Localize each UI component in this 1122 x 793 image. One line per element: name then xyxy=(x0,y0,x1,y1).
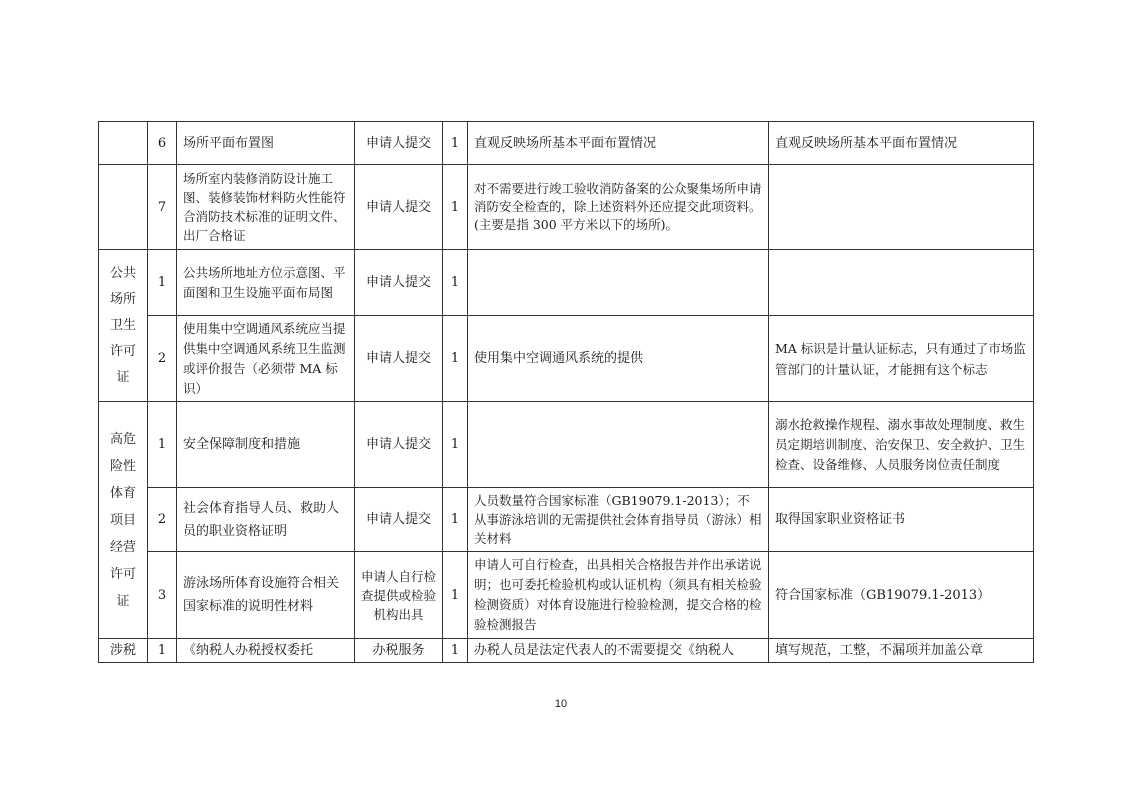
item-number: 2 xyxy=(148,316,177,402)
remark-cell: 人员数量符合国家标准（GB19079.1-2013）；不从事游泳培训的无需提供社会体育指导员（游泳）相关材料 xyxy=(468,488,769,552)
item-number: 1 xyxy=(148,402,177,488)
source-cell: 申请人提交 xyxy=(355,165,443,250)
remark-cell xyxy=(468,402,769,488)
item-number: 2 xyxy=(148,488,177,552)
standard-cell: 直观反映场所基本平面布置情况 xyxy=(769,122,1034,165)
item-number: 7 xyxy=(148,165,177,250)
item-number: 3 xyxy=(148,552,177,639)
standard-cell: 取得国家职业资格证书 xyxy=(769,488,1034,552)
table-row xyxy=(99,402,1034,488)
count-cell: 1 xyxy=(443,165,468,250)
count-cell: 1 xyxy=(443,552,468,639)
material-cell: 《纳税人办税授权委托 xyxy=(177,639,355,663)
table-row xyxy=(99,250,1034,316)
category-cell: 公共场所卫生许可证 xyxy=(99,250,148,402)
count-cell: 1 xyxy=(443,402,468,488)
remark-cell: 使用集中空调通风系统的提供 xyxy=(468,316,769,402)
requirements-table xyxy=(98,121,1034,663)
table-row xyxy=(99,165,1034,250)
source-cell: 申请人提交 xyxy=(355,250,443,316)
source-cell: 申请人提交 xyxy=(355,122,443,165)
category-cell xyxy=(99,165,148,250)
count-cell: 1 xyxy=(443,639,468,663)
category-cell: 涉税 xyxy=(99,639,148,663)
material-cell: 使用集中空调通风系统应当提供集中空调通风系统卫生监测或评价报告（必须带 MA 标识） xyxy=(177,316,355,402)
remark-cell xyxy=(468,250,769,316)
standard-cell: 填写规范，工整，不漏项并加盖公章 xyxy=(769,639,1034,663)
standard-cell: MA 标识是计量认证标志，只有通过了市场监管部门的计量认证，才能拥有这个标志 xyxy=(769,316,1034,402)
table-row xyxy=(99,488,1034,552)
remark-cell: 对不需要进行竣工验收消防备案的公众聚集场所申请消防安全检查的，除上述资料外还应提交此项资料。(主要是指 300 平方米以下的场所)。 xyxy=(468,165,769,250)
standard-cell: 符合国家标准（GB19079.1-2013） xyxy=(769,552,1034,639)
item-number: 1 xyxy=(148,639,177,663)
material-cell: 社会体育指导人员、救助人员的职业资格证明 xyxy=(177,488,355,552)
standard-cell xyxy=(769,250,1034,316)
count-cell: 1 xyxy=(443,488,468,552)
material-cell: 公共场所地址方位示意图、平面图和卫生设施平面布局图 xyxy=(177,250,355,316)
page-number: 10 xyxy=(554,698,568,710)
source-cell: 申请人提交 xyxy=(355,402,443,488)
table-row xyxy=(99,552,1034,639)
count-cell: 1 xyxy=(443,316,468,402)
source-cell: 申请人提交 xyxy=(355,316,443,402)
source-cell: 申请人自行检查提供或检验机构出具 xyxy=(355,552,443,639)
item-number: 6 xyxy=(148,122,177,165)
material-cell: 游泳场所体育设施符合相关国家标准的说明性材料 xyxy=(177,552,355,639)
table-row xyxy=(99,316,1034,402)
material-cell: 安全保障制度和措施 xyxy=(177,402,355,488)
source-cell: 办税服务 xyxy=(355,639,443,663)
count-cell: 1 xyxy=(443,122,468,165)
count-cell: 1 xyxy=(443,250,468,316)
table-row xyxy=(99,639,1034,663)
item-number: 1 xyxy=(148,250,177,316)
category-cell xyxy=(99,122,148,165)
remark-cell: 直观反映场所基本平面布置情况 xyxy=(468,122,769,165)
material-cell: 场所室内装修消防设计施工图、装修装饰材料防火性能符合消防技术标准的证明文件、出厂合格证 xyxy=(177,165,355,250)
standard-cell xyxy=(769,165,1034,250)
category-cell: 高危险性体育项目经营许可证 xyxy=(99,402,148,639)
remark-cell: 办税人员是法定代表人的不需要提交《纳税人 xyxy=(468,639,769,663)
standard-cell: 溺水抢救操作规程、溺水事故处理制度、救生员定期培训制度、治安保卫、安全救护、卫生检查、设备维修、人员服务岗位责任制度 xyxy=(769,402,1034,488)
remark-cell: 申请人可自行检查，出具相关合格报告并作出承诺说明；也可委托检验机构或认证机构（须具有相关检验检测资质）对体育设施进行检验检测，提交合格的检验检测报告 xyxy=(468,552,769,639)
table-row xyxy=(99,122,1034,165)
source-cell: 申请人提交 xyxy=(355,488,443,552)
material-cell: 场所平面布置图 xyxy=(177,122,355,165)
